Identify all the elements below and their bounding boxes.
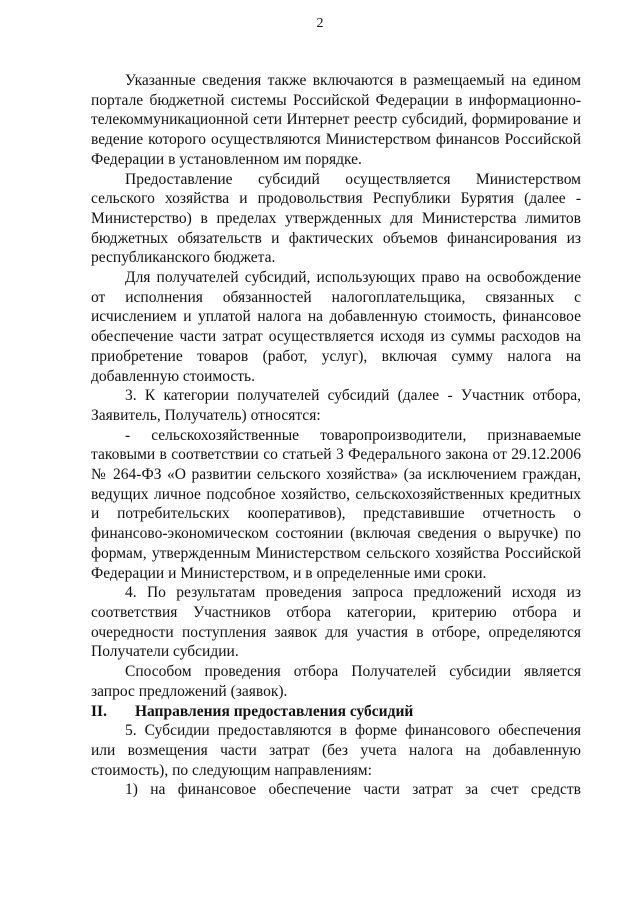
page-number: 2 bbox=[316, 16, 324, 31]
paragraph-register-info: Указанные сведения также включаются в размещаемый на едином портале бюджетной системы Российской Федерации в информационно-телекоммуникационной сети Интернет реестр субсидий, формирование и ведение которого осуществляются Министерством финансов Российской Федерации в установленном им порядке. bbox=[91, 72, 581, 168]
paragraph-subsidy-forms: 5. Субсидии предоставляются в форме финансового обеспечения или возмещения части затрат (без учета налога на добавленную стоимость), по следующим направлениям: bbox=[91, 722, 581, 779]
document-body bbox=[91, 71, 581, 800]
section-title: Направления предоставления субсидий bbox=[134, 702, 414, 720]
paragraph-selection-results: 4. По результатам проведения запроса предложений исходя из соответствия Участников отбора категории, критерию отбора и очередности поступления заявок для участия в отборе, определяются Получатели субсидии. bbox=[91, 584, 581, 661]
paragraph-agricultural-producers: - сельскохозяйственные товаропроизводители, признаваемые таковыми в соответствии со статьей 3 Федерального закона от 29.12.2006 № 264-ФЗ «О развитии сельского хозяйства» (за исключением граждан, ведущих личное подсобное хозяйство, сельскохозяйственных кредитных и потребительских кооперативов), представившие отчетность о финансово-экономическом состоянии (включая сведения о выручке) по формам, утвержденным Министерством сельского хозяйства Российской Федерации и Министерством, и в определенные ими сроки. bbox=[91, 426, 581, 582]
paragraph-ministry-provision: Предоставление субсидий осуществляется Министерством сельского хозяйства и продовольствия Республики Бурятия (далее - Министерство) в пределах утвержденных для Министерства лимитов бюджетных обязательств и фактических объемов финансирования из республиканского бюджета. bbox=[91, 170, 581, 267]
section-heading bbox=[91, 702, 581, 722]
paragraph-direction-1: 1) на финансовое обеспечение части затрат за счет средств bbox=[125, 781, 581, 799]
paragraph-recipient-category: 3. К категории получателей субсидий (далее - Участник отбора, Заявитель, Получатель) относятся: bbox=[91, 387, 581, 424]
paragraph-selection-method: Способом проведения отбора Получателей субсидии является запрос предложений (заявок). bbox=[91, 663, 581, 700]
paragraph-vat-exemption: Для получателей субсидий, использующих право на освобождение от исполнения обязанностей налогоплательщика, связанных с исчислением и уплатой налога на добавленную стоимость, финансовое обеспечение части затрат осуществляется исходя из суммы расходов на приобретение товаров (работ, услуг), включая сумму налога на добавленную стоимость. bbox=[91, 269, 581, 385]
section-number: II. bbox=[91, 702, 107, 720]
